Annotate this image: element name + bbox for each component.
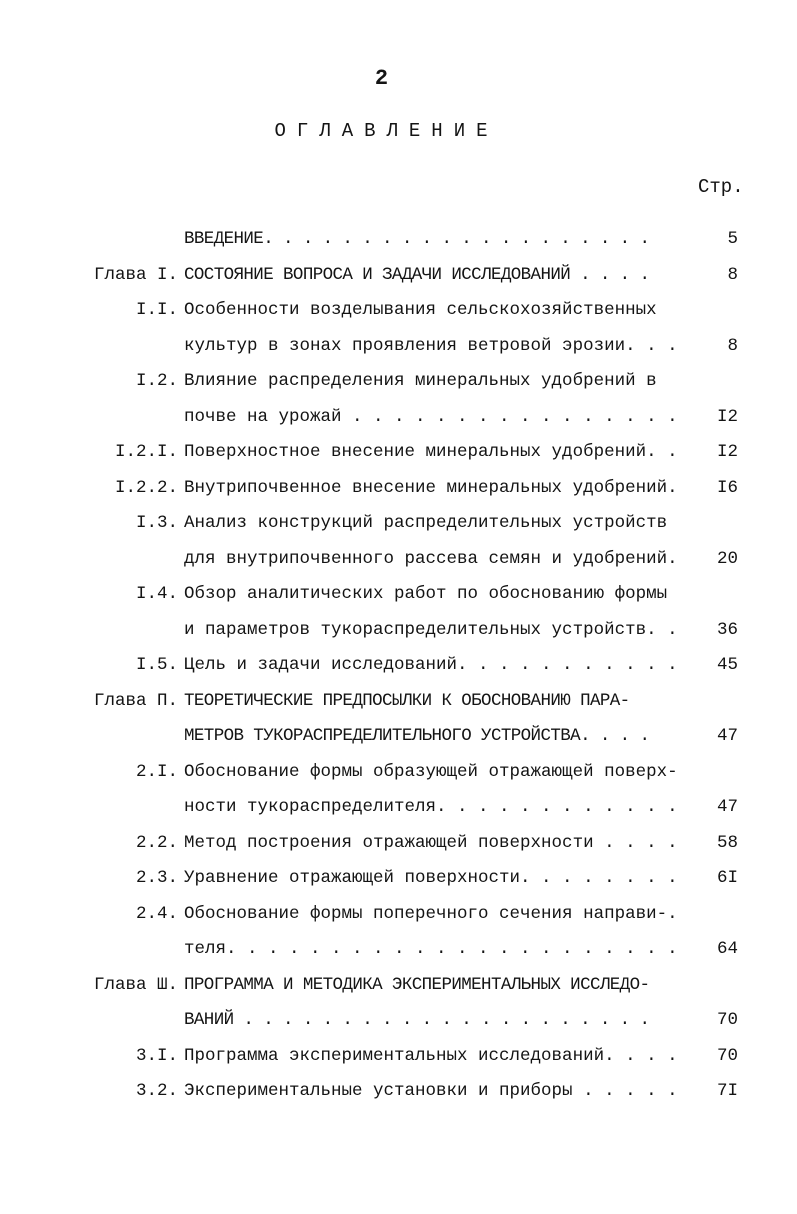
toc-entry-text: ПРОГРАММА И МЕТОДИКА ЭКСПЕРИМЕНТАЛЬНЫХ ИССЛЕДО- (184, 974, 650, 995)
toc-entry-text: МЕТРОВ ТУКОРАСПРЕДЕЛИТЕЛЬНОГО УСТРОЙСТВА. . . . (184, 726, 650, 746)
toc-entry-number: Глава I. (93, 264, 178, 285)
toc-entry-page: 47 (716, 726, 738, 746)
toc-entry-number: Глава П. (93, 690, 178, 711)
toc-entry (0, 1003, 797, 1039)
toc-entry (0, 1039, 797, 1075)
toc-entry-text: теля. . . . . . . . . . . . . . . . . . . . . . (184, 939, 678, 959)
toc-entry-page: I2 (716, 406, 738, 427)
toc-entry (0, 719, 797, 755)
toc-entry-page: 70 (716, 1010, 738, 1030)
toc-entry-page: 6I (716, 868, 738, 888)
toc-entry-page: 58 (716, 832, 738, 853)
toc-entry-page: I2 (716, 442, 738, 462)
toc-entry (0, 968, 797, 1004)
toc-entry-page: 8 (727, 335, 738, 356)
toc-entry-text: Обоснование формы образующей отражающей поверх- (184, 761, 678, 782)
toc-entry-number: 2.4. (135, 903, 178, 924)
toc-entry (0, 329, 797, 365)
page-number: 2 (374, 66, 389, 91)
toc-entry (0, 790, 797, 826)
toc-entry-number: 3.2. (135, 1081, 178, 1101)
toc-entry-number: I.2. (135, 371, 178, 391)
toc-entry-number: Глава Ш. (93, 974, 178, 995)
toc-entry-number: I.2.I. (114, 442, 178, 462)
toc-entry-number: 2.2. (135, 832, 178, 853)
page-column-label: Стр. (698, 176, 744, 198)
toc-entry-page: I6 (716, 477, 738, 498)
toc-entry (0, 861, 797, 897)
toc-entry-text: ности тукораспределителя. . . . . . . . . . . . (184, 797, 678, 817)
toc-entry (0, 755, 797, 791)
toc-entry (0, 400, 797, 436)
toc-entry (0, 293, 797, 329)
toc-entry-text: ТЕОРЕТИЧЕСКИЕ ПРЕДПОСЫЛКИ К ОБОСНОВАНИЮ ПАРА- (184, 690, 630, 711)
toc-entry-page: 7I (716, 1081, 738, 1101)
toc-entry (0, 897, 797, 933)
toc-entry-page: 47 (716, 797, 738, 817)
toc-entry-text: ВВЕДЕНИЕ. . . . . . . . . . . . . . . . . . . . (184, 229, 650, 249)
toc-entry (0, 684, 797, 720)
toc-entry-text: и параметров тукораспределительных устройств. . (184, 619, 678, 640)
toc-entry (0, 506, 797, 542)
toc-entry-page: 70 (716, 1045, 738, 1066)
toc-entry-text: для внутрипочвенного рассева семян и удобрений. (184, 548, 678, 569)
toc-entry-text: ВАНИЙ . . . . . . . . . . . . . . . . . . . . . (184, 1010, 650, 1030)
toc-entry-text: Внутрипочвенное внесение минеральных удобрений. (184, 477, 678, 498)
toc-entry-text: Особенности возделывания сельскохозяйственных (184, 300, 657, 320)
toc-entry-number: 2.I. (135, 761, 178, 782)
table-of-contents (0, 222, 797, 1110)
toc-entry-text: Цель и задачи исследований. . . . . . . . . . . (184, 655, 678, 675)
toc-entry (0, 648, 797, 684)
toc-entry-number: I.5. (135, 655, 178, 675)
toc-entry-text: Программа экспериментальных исследований. . . . (184, 1045, 678, 1066)
toc-entry (0, 932, 797, 968)
toc-entry-page: 36 (716, 619, 738, 640)
toc-entry-text: культур в зонах проявления ветровой эрозии. . . (184, 335, 678, 356)
toc-entry-text: Анализ конструкций распределительных устройств (184, 513, 668, 533)
toc-entry-text: СОСТОЯНИЕ ВОПРОСА И ЗАДАЧИ ИССЛЕДОВАНИЙ . . . . (184, 264, 650, 285)
toc-entry-number: I.2.2. (114, 477, 178, 498)
toc-entry (0, 826, 797, 862)
toc-entry (0, 222, 797, 258)
toc-entry (0, 364, 797, 400)
toc-entry-number: 2.3. (135, 868, 178, 888)
toc-entry (0, 1074, 797, 1110)
toc-entry (0, 435, 797, 471)
toc-entry-text: Поверхностное внесение минеральных удобрений. . (184, 442, 678, 462)
toc-entry-number: I.3. (135, 513, 178, 533)
toc-entry-text: Обоснование формы поперечного сечения направи-. (184, 903, 678, 924)
toc-entry (0, 577, 797, 613)
toc-entry (0, 542, 797, 578)
toc-entry-number: I.4. (135, 584, 178, 604)
toc-entry (0, 471, 797, 507)
toc-entry-text: почве на урожай . . . . . . . . . . . . . . . . (184, 406, 678, 427)
toc-entry-text: Экспериментальные установки и приборы . . . . . (184, 1081, 678, 1101)
toc-entry-number: 3.I. (135, 1045, 178, 1066)
toc-entry-page: 20 (716, 548, 738, 569)
page-title: ОГЛАВЛЕНИЕ (274, 120, 499, 142)
toc-entry-text: Влияние распределения минеральных удобрений в (184, 371, 657, 391)
toc-entry (0, 258, 797, 294)
toc-entry-text: Обзор аналитических работ по обоснованию формы (184, 584, 668, 604)
toc-entry-page: 8 (727, 264, 738, 285)
toc-entry-page: 64 (716, 939, 738, 959)
toc-entry-page: 45 (716, 655, 738, 675)
toc-entry-page: 5 (727, 229, 738, 249)
toc-entry-text: Уравнение отражающей поверхности. . . . . . . . (184, 868, 678, 888)
toc-entry-number: I.I. (135, 300, 178, 320)
toc-entry-text: Метод построения отражающей поверхности . . . . (184, 832, 678, 853)
toc-entry (0, 613, 797, 649)
